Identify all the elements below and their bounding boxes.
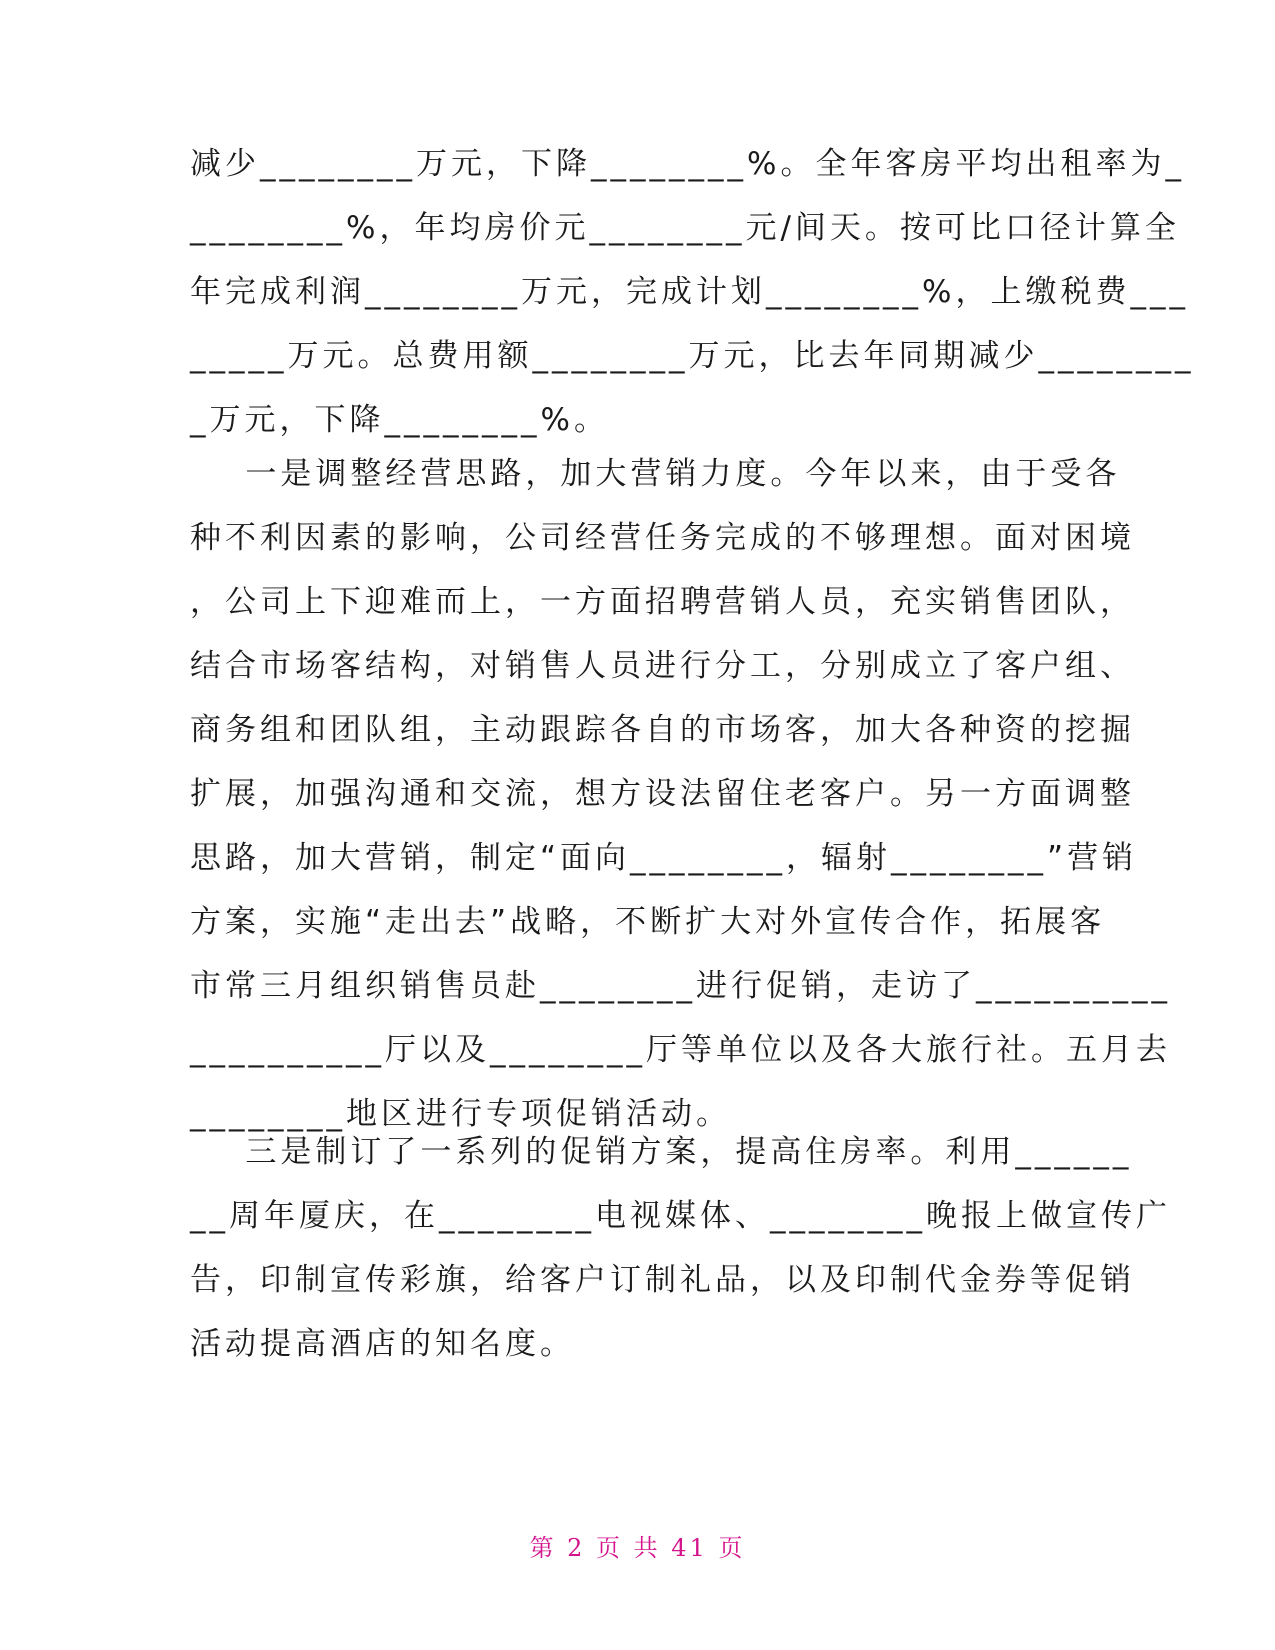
paragraph-line: 思路，加大营销，制定“面向________，辐射________”营销 bbox=[190, 840, 1138, 876]
paragraph-line: ________地区进行专项促销活动。 bbox=[190, 1096, 731, 1132]
paragraph-line: __周年厦庆，在________电视媒体、________晚报上做宣传广 bbox=[190, 1198, 1171, 1234]
paragraph-line: 商务组和团队组，主动跟踪各自的市场客，加大各种资的挖掘 bbox=[190, 712, 1135, 748]
paragraph-line: 年完成利润________万元，完成计划________%，上缴税费___ bbox=[190, 274, 1189, 310]
paragraph-line: 告，印制宣传彩旗，给客户订制礼品，以及印制代金券等促销 bbox=[190, 1262, 1135, 1298]
paragraph-line: 种不利因素的影响，公司经营任务完成的不够理想。面对困境 bbox=[190, 520, 1135, 556]
paragraph-line: 市常三月组织销售员赴________进行促销，走访了__________ bbox=[190, 968, 1171, 1004]
paragraph-3 bbox=[190, 1120, 1171, 1376]
paragraph-1 bbox=[190, 132, 1195, 452]
paragraph-line: _____万元。总费用额________万元，比去年同期减少________ bbox=[190, 338, 1195, 374]
paragraph-line: 活动提高酒店的知名度。 bbox=[190, 1326, 575, 1362]
paragraph-line: __________厅以及________厅等单位以及各大旅行社。五月去 bbox=[190, 1032, 1171, 1068]
page-number-footer: 第 2 页 共 41 页 bbox=[529, 1534, 746, 1562]
paragraph-line: 结合市场客结构，对销售人员进行分工，分别成立了客户组、 bbox=[190, 648, 1135, 684]
paragraph-line: _万元，下降________%。 bbox=[190, 402, 609, 438]
paragraph-line: 方案，实施“走出去”战略，不断扩大对外宣传合作，拓展客 bbox=[190, 904, 1106, 940]
paragraph-line: 三是制订了一系列的促销方案，提高住房率。利用______ bbox=[190, 1134, 1133, 1170]
paragraph-line: 减少________万元，下降________%。全年客房平均出租率为_ bbox=[190, 146, 1185, 182]
paragraph-line: 一是调整经营思路，加大营销力度。今年以来，由于受各 bbox=[190, 456, 1121, 492]
paragraph-line: ，公司上下迎难而上，一方面招聘营销人员，充实销售团队， bbox=[190, 584, 1135, 620]
paragraph-2 bbox=[190, 442, 1171, 1146]
paragraph-line: ________%，年均房价元________元/间天。按可比口径计算全 bbox=[190, 210, 1180, 246]
paragraph-line: 扩展，加强沟通和交流，想方设法留住老客户。另一方面调整 bbox=[190, 776, 1135, 812]
